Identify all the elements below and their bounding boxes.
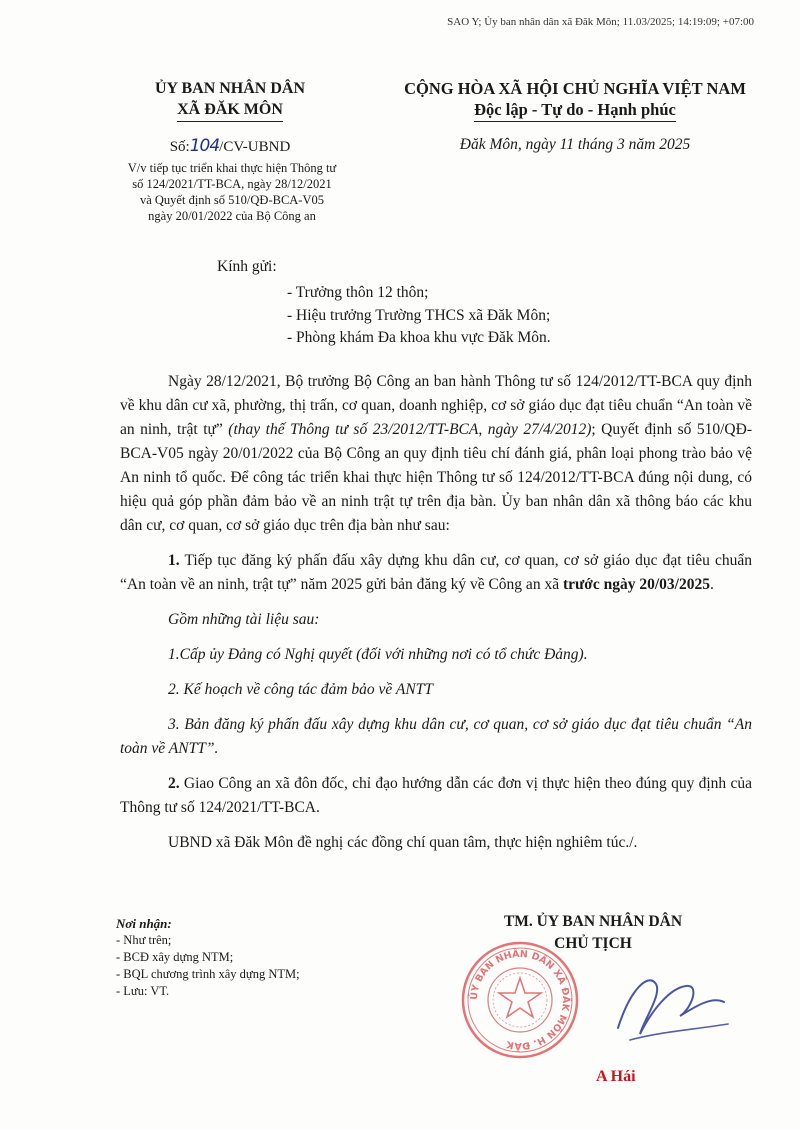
- subject-line: ngày 20/01/2022 của Bộ Công an: [148, 209, 316, 223]
- handwritten-number: 104: [189, 136, 220, 156]
- number-suffix: /CV-UBND: [219, 139, 291, 155]
- intro-text-cont: ; Quyết định số 510/QĐ-BCA-V05 ngày 20/01/2022 của Bộ Công an quy định tiêu chí đánh giá, phân loại phong trào bảo vệ An ninh tổ quốc. Để công tác triển khai thực hiện Thông tư số 124/2012/TT-BCA đúng nội dung, có hiệu quả góp phần đảm bảo về an ninh trật tự trên địa bàn. Ủy ban nhân dân xã thông báo các khu dân cư, cơ quan, cơ sở giáo dục trên địa bàn như sau:: [120, 421, 752, 534]
- item-number: 1.: [168, 552, 180, 569]
- intro-italic: (thay thế Thông tư số 23/2012/TT-BCA, ngày 27/4/2012): [222, 421, 592, 438]
- salutation: Kính gửi:: [217, 258, 277, 275]
- recipient: - Trưởng thôn 12 thôn;: [287, 284, 429, 301]
- closing-line: UBND xã Đăk Môn đề nghị các đồng chí quan tâm, thực hiện nghiêm túc./.: [168, 834, 638, 851]
- official-seal-icon: [460, 940, 580, 1060]
- deadline: trước ngày 20/03/2025: [562, 576, 710, 593]
- recipient: - Hiệu trưởng Trường THCS xã Đăk Môn;: [287, 306, 551, 324]
- item-text: Tiếp tục đăng ký phấn đấu xây dựng khu dân cư, cơ quan, cơ sở giáo dục đạt tiêu chuẩn “An toàn về an ninh, trật tự” năm 2025 gửi bản đăng ký về Công an xã: [120, 552, 752, 593]
- distribution-title: Nơi nhận:: [116, 916, 172, 931]
- signature-title: TM. ỦY BAN NHÂN DÂN: [503, 913, 683, 930]
- doc-item: 3. Bản đăng ký phấn đấu xây dựng khu dân cư, cơ quan, cơ sở giáo dục đạt tiêu chuẩn “An toàn về ANTT”.: [120, 716, 752, 757]
- digital-copy-stamp: SAO Y; Ủy ban nhân dân xã Đăk Môn; 11.03/2025; 14:19:09; +07:00: [447, 16, 754, 28]
- country-name: CỘNG HÒA XÃ HỘI CHỦ NGHĨA VIỆT NAM: [404, 79, 746, 98]
- handwritten-signature-icon: [600, 950, 740, 1060]
- signer-name: A Hái: [596, 1068, 636, 1085]
- national-motto: [360, 78, 790, 122]
- distribution-item: - Lưu: VT.: [116, 984, 170, 998]
- doc-item: 2. Kế hoạch về công tác đảm bảo về ANTT: [168, 681, 433, 698]
- item-1: [120, 549, 752, 597]
- item-end: .: [710, 576, 714, 593]
- agency-line-2: XÃ ĐĂK MÔN: [177, 99, 283, 122]
- agency-line-1: ỦY BAN NHÂN DÂN: [154, 80, 306, 97]
- recipient: - Phòng khám Đa khoa khu vực Đăk Môn.: [287, 329, 551, 346]
- document-body: [120, 370, 752, 855]
- doc-item: 1.Cấp ủy Đảng có Nghị quyết (đối với những nơi có tổ chức Đảng).: [168, 646, 588, 663]
- subject-line: số 124/2021/TT-BCA, ngày 28/12/2021: [132, 177, 332, 191]
- issue-date: Đăk Môn, ngày 11 tháng 3 năm 2025: [459, 136, 691, 153]
- seal-text: ỦY BAN NHÂN DÂN XÃ ĐĂK MÔN H. ĐĂK: [468, 948, 572, 1052]
- distribution-item: - BQL chương trình xây dựng NTM;: [116, 967, 300, 981]
- intro-text: Ngày 28/12/2021, Bộ trưởng Bộ Công an ban hành Thông tư số 124/2012/TT-BCA quy định về khu dân cư xã, phường, thị trấn, cơ quan, doanh nghiệp, cơ sở giáo dục đạt tiêu chuẩn “An toàn về an ninh, trật tự”: [120, 373, 752, 438]
- distribution-item: - Như trên;: [116, 933, 172, 947]
- intro-paragraph: [120, 370, 752, 538]
- distribution-list: [116, 915, 300, 1000]
- subject-line: V/v tiếp tục triển khai thực hiện Thông tư: [127, 161, 337, 175]
- signature-role: CHỦ TỊCH: [554, 935, 632, 952]
- number-prefix: Số:: [169, 139, 190, 155]
- item-number: 2.: [168, 775, 180, 792]
- subject-line: và Quyết định số 510/QĐ-BCA-V05: [139, 193, 324, 207]
- distribution-item: - BCĐ xây dựng NTM;: [116, 950, 234, 964]
- issuing-agency: [120, 78, 340, 122]
- docs-intro: Gồm những tài liệu sau:: [168, 611, 320, 628]
- item-2: [120, 772, 752, 820]
- item-text: Giao Công an xã đôn đốc, chỉ đạo hướng dẫn các đơn vị thực hiện theo đúng quy định của Thông tư số 124/2021/TT-BCA.: [120, 775, 752, 816]
- subject-summary: [92, 160, 372, 224]
- motto: Độc lập - Tự do - Hạnh phúc: [474, 99, 676, 122]
- document-number: [120, 136, 340, 156]
- recipient-list: [287, 282, 551, 350]
